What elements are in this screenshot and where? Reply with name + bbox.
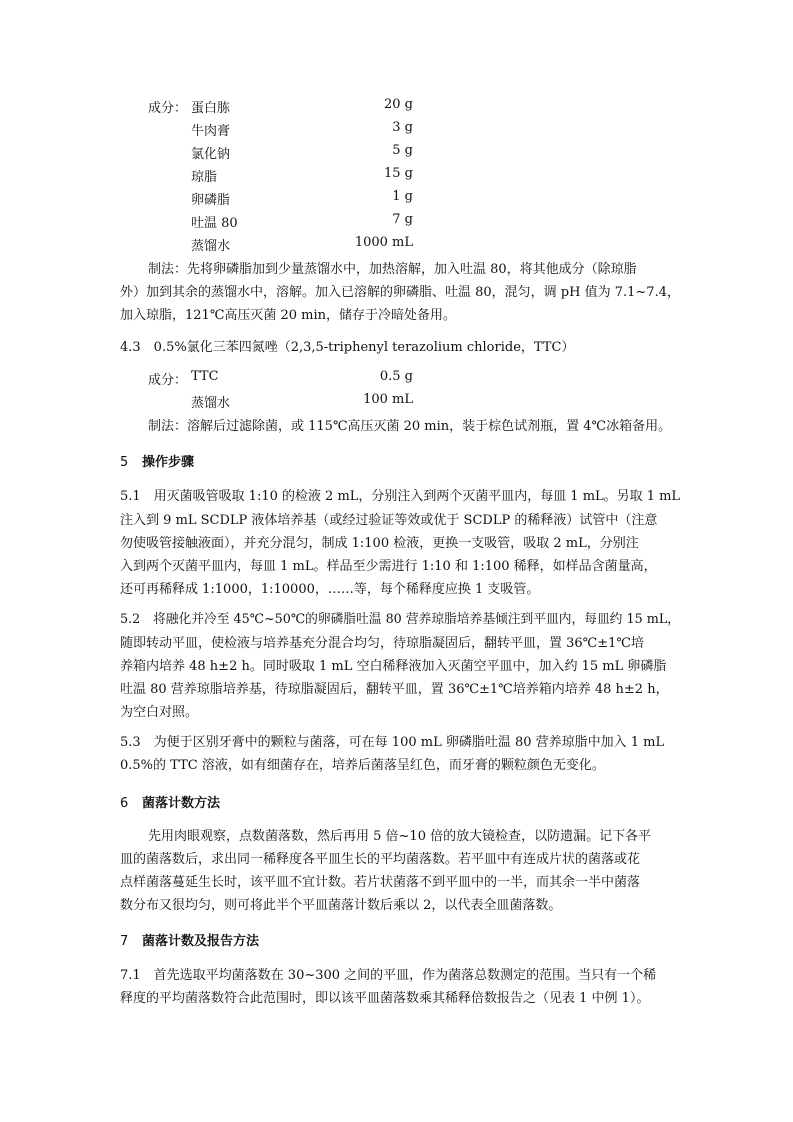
- ingredient-name: 牛肉膏: [191, 124, 231, 139]
- paragraph-line: 为空白对照。: [120, 705, 199, 720]
- ingredient-amount: 7 g: [392, 212, 413, 227]
- ingredient-name: 吐温 80: [191, 216, 238, 231]
- paragraph-line: 吐温 80 营养琼脂培养基，待琼脂凝固后，翻转平皿，置 36℃±1℃培养箱内培养 48 h±2 h，: [120, 682, 669, 697]
- section-title: 操作步骤: [142, 455, 195, 470]
- ingredient-amount: 15 g: [384, 166, 413, 181]
- section-heading-5: [120, 451, 194, 470]
- ingredient-name: TTC: [191, 369, 219, 384]
- preparation-line: 制法：先将卵磷脂加到少量蒸馏水中，加热溶解，加入吐温 80，将其他成分（除琼脂: [148, 262, 637, 277]
- paragraph-line: 皿的菌落数后，求出同一稀释度各平皿生长的平均菌落数。若平皿中有连成片状的菌落或花: [120, 852, 641, 867]
- ingredient-amount: 20 g: [384, 97, 413, 112]
- paragraph-line: 注入到 9 mL SCDLP 液体培养基（或经过验证等效或优于 SCDLP 的稀释液）试管中（注意: [120, 513, 658, 528]
- paragraph-line: 5.1 用灭菌吸管吸取 1:10 的检液 2 mL，分别注入到两个灭菌平皿内，每皿 1 mL。另取 1 mL: [120, 489, 681, 504]
- ingredient-name: 卵磷脂: [191, 193, 231, 208]
- paragraph-line: 还可再稀释成 1:1000，1:10000，……等，每个稀释度应换 1 支吸管。: [120, 582, 540, 597]
- ingredient-name: 氯化钠: [191, 147, 231, 162]
- paragraph-line: 释度的平均菌落数符合此范围时，即以该平皿菌落数乘其稀释倍数报告之（见表 1 中例 1）。: [120, 991, 650, 1006]
- paragraph-line: 5.3 为便于区别牙膏中的颗粒与菌落，可在每 100 mL 卵磷脂吐温 80 营养琼脂中加入 1 mL: [120, 735, 665, 750]
- ingredient-name: 蒸馏水: [191, 396, 231, 411]
- preparation-line: 外）加到其余的蒸馏水中，溶解。加入已溶解的卵磷脂、吐温 80，混匀，调 pH 值为 7.1~7.4，: [120, 285, 680, 300]
- preparation-4-3: 制法：溶解后过滤除菌，或 115℃高压灭菌 20 min，装于棕色试剂瓶，置 4℃冰箱备用。: [148, 419, 672, 434]
- paragraph-line: 入到两个灭菌平皿内，每皿 1 mL。样品至少需进行 1:10 和 1:100 稀释，如样品含菌量高，: [120, 559, 657, 574]
- section-number: 7: [120, 934, 129, 949]
- ingredient-amount: 1 g: [392, 189, 413, 204]
- section-title: 菌落计数方法: [142, 796, 221, 811]
- ingredient-name: 蒸馏水: [191, 239, 231, 254]
- section-heading-6: [120, 792, 220, 811]
- ingredient-amount: 3 g: [392, 120, 413, 135]
- ingredient-name: 琼脂: [191, 170, 218, 185]
- ingredients-label: 成分：: [148, 373, 188, 388]
- ingredient-name: 蛋白胨: [191, 101, 231, 116]
- paragraph-line: 点样菌落蔓延生长时，该平皿不宜计数。若片状菌落不到平皿中的一半，而其余一半中菌落: [120, 875, 641, 890]
- section-number: 6: [120, 796, 129, 811]
- paragraph-line: 勿使吸管接触液面），并充分混匀，制成 1:100 检液，更换一支吸管，吸取 2 mL，分别注: [120, 536, 639, 551]
- ingredient-amount: 5 g: [392, 143, 413, 158]
- ingredient-amount: 1000 mL: [354, 235, 413, 250]
- paragraph-line: 养箱内培养 48 h±2 h。同时吸取 1 mL 空白稀释液加入灭菌空平皿中，加入约 15 mL 卵磷脂: [120, 659, 667, 674]
- ingredients-label: 成分：: [148, 101, 188, 116]
- section-heading-4-3: 4.3 0.5%氯化三苯四氮唑（2,3,5-triphenyl terazolium chloride，TTC）: [120, 340, 575, 355]
- section-heading-7: [120, 930, 259, 949]
- paragraph-line: 5.2 将融化并冷至 45℃~50℃的卵磷脂吐温 80 营养琼脂培养基倾注到平皿内，每皿约 15 mL，: [120, 612, 681, 627]
- paragraph-line: 随即转动平皿，使检液与培养基充分混合均匀，待琼脂凝固后，翻转平皿，置 36℃±1℃培: [120, 636, 644, 651]
- section-title: 菌落计数及报告方法: [142, 934, 260, 949]
- preparation-line: 加入琼脂，121℃高压灭菌 20 min，储存于冷暗处备用。: [120, 308, 457, 323]
- paragraph-line: 先用肉眼观察，点数菌落数，然后再用 5 倍~10 倍的放大镜检查，以防遗漏。记下各平: [148, 829, 652, 844]
- paragraph-line: 0.5%的 TTC 溶液，如有细菌存在，培养后菌落呈红色，而牙膏的颗粒颜色无变化。: [120, 758, 605, 773]
- ingredient-amount: 0.5 g: [379, 369, 413, 384]
- paragraph-line: 数分布又很均匀，则可将此半个平皿菌落计数后乘以 2，以代表全皿菌落数。: [120, 898, 562, 913]
- paragraph-line: 7.1 首先选取平均菌落数在 30~300 之间的平皿，作为菌落总数测定的范围。当只有一个稀: [120, 968, 657, 983]
- section-number: 5: [120, 455, 129, 470]
- ingredient-amount: 100 mL: [363, 392, 413, 407]
